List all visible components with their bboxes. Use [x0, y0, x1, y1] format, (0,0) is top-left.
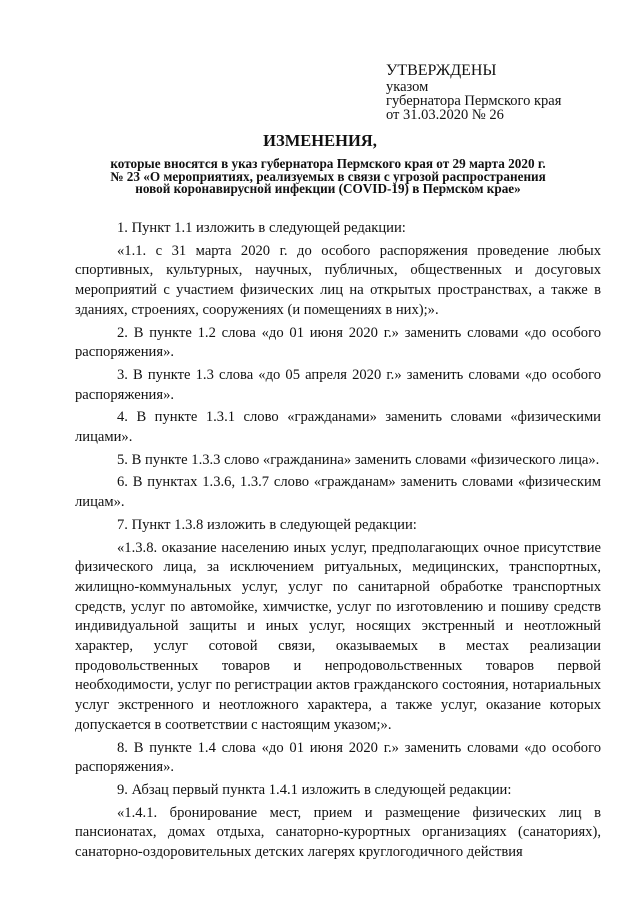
paragraph-9: 9. Абзац первый пункта 1.4.1 изложить в следующей редакции: — [117, 781, 512, 798]
approval-date-number: от 31.03.2020 № 26 — [386, 107, 504, 123]
document-title: ИЗМЕНЕНИЯ, — [263, 131, 377, 150]
paragraph-7-text: «1.3.8. оказание населению иных услуг, предполагающих очное присутствие физического лица, за исключением ритуальных, медицинских, транспортных, жилищно-коммунальных услуг, услуг по санитарной обработке транспортных средств, услуг по автомойке, химчистке, услуг по изготовлению и пошиву средств индивидуальной защиты и иных услуг, носящих экстренный и неотложный характер, услуг сотовой связи, оказываемых в местах реализации продовольственных товаров и непродовольственных товаров первой необходимости, услуг по регистрации актов гражданского состояния, нотариальных услуг экстренного и неотложного характера, а также услуг, оказание которых допускается в соответствии с настоящим указом;». — [75, 539, 601, 733]
subtitle-line: новой коронавирусной инфекции (COVID-19) в Пермском крае» — [135, 181, 521, 196]
paragraph-1: 1. Пункт 1.1 изложить в следующей редакции: — [117, 220, 406, 236]
document-body — [75, 219, 601, 866]
paragraph-4: 4. В пункте 1.3.1 слово «гражданами» заменить словами «физическими лицами». — [75, 409, 601, 446]
paragraph-8: 8. В пункте 1.4 слова «до 01 июня 2020 г.» заменить словами «до особого распоряжения». — [75, 739, 601, 776]
paragraph-1-text: «1.1. с 31 марта 2020 г. до особого распоряжения проведение любых спортивных, культурных, научных, публичных, общественных и досуговых мероприятий с участием физических лиц на открытых пространствах, а также в зданиях, строениях, сооружениях (и помещениях в них);». — [75, 242, 601, 318]
subtitle-line: № 23 «О мероприятиях, реализуемых в связи с угрозой распространения — [110, 168, 546, 184]
paragraph-6: 6. В пунктах 1.3.6, 1.3.7 слово «гражданам» заменить словами «физическим лицам». — [75, 474, 601, 511]
paragraph-7: 7. Пункт 1.3.8 изложить в следующей редакции: — [117, 516, 417, 533]
approval-block — [386, 62, 561, 122]
approval-line: губернатора Пермского края — [386, 93, 562, 109]
paragraph-5: 5. В пункте 1.3.3 слово «гражданина» заменить словами «физического лица». — [117, 451, 600, 468]
paragraph-2: 2. В пункте 1.2 слова «до 01 июня 2020 г.» заменить словами «до особого распоряжения». — [75, 324, 601, 361]
document-subtitle — [80, 158, 576, 196]
paragraph-9-text: «1.4.1. бронирование мест, прием и размещение физических лиц в пансионатах, домах отдыха, санаторно-курортных организациях (санаториях), санаторно-оздоровительных детских лагерях круглогодичного действия — [75, 804, 601, 861]
subtitle-line: которые вносятся в указ губернатора Пермского края от 29 марта 2020 г. — [110, 156, 546, 171]
approval-line: указом — [386, 79, 429, 95]
paragraph-3: 3. В пункте 1.3 слова «до 05 апреля 2020 г.» заменить словами «до особого распоряжения». — [75, 366, 601, 403]
approval-heading: УТВЕРЖДЕНЫ — [386, 62, 497, 79]
